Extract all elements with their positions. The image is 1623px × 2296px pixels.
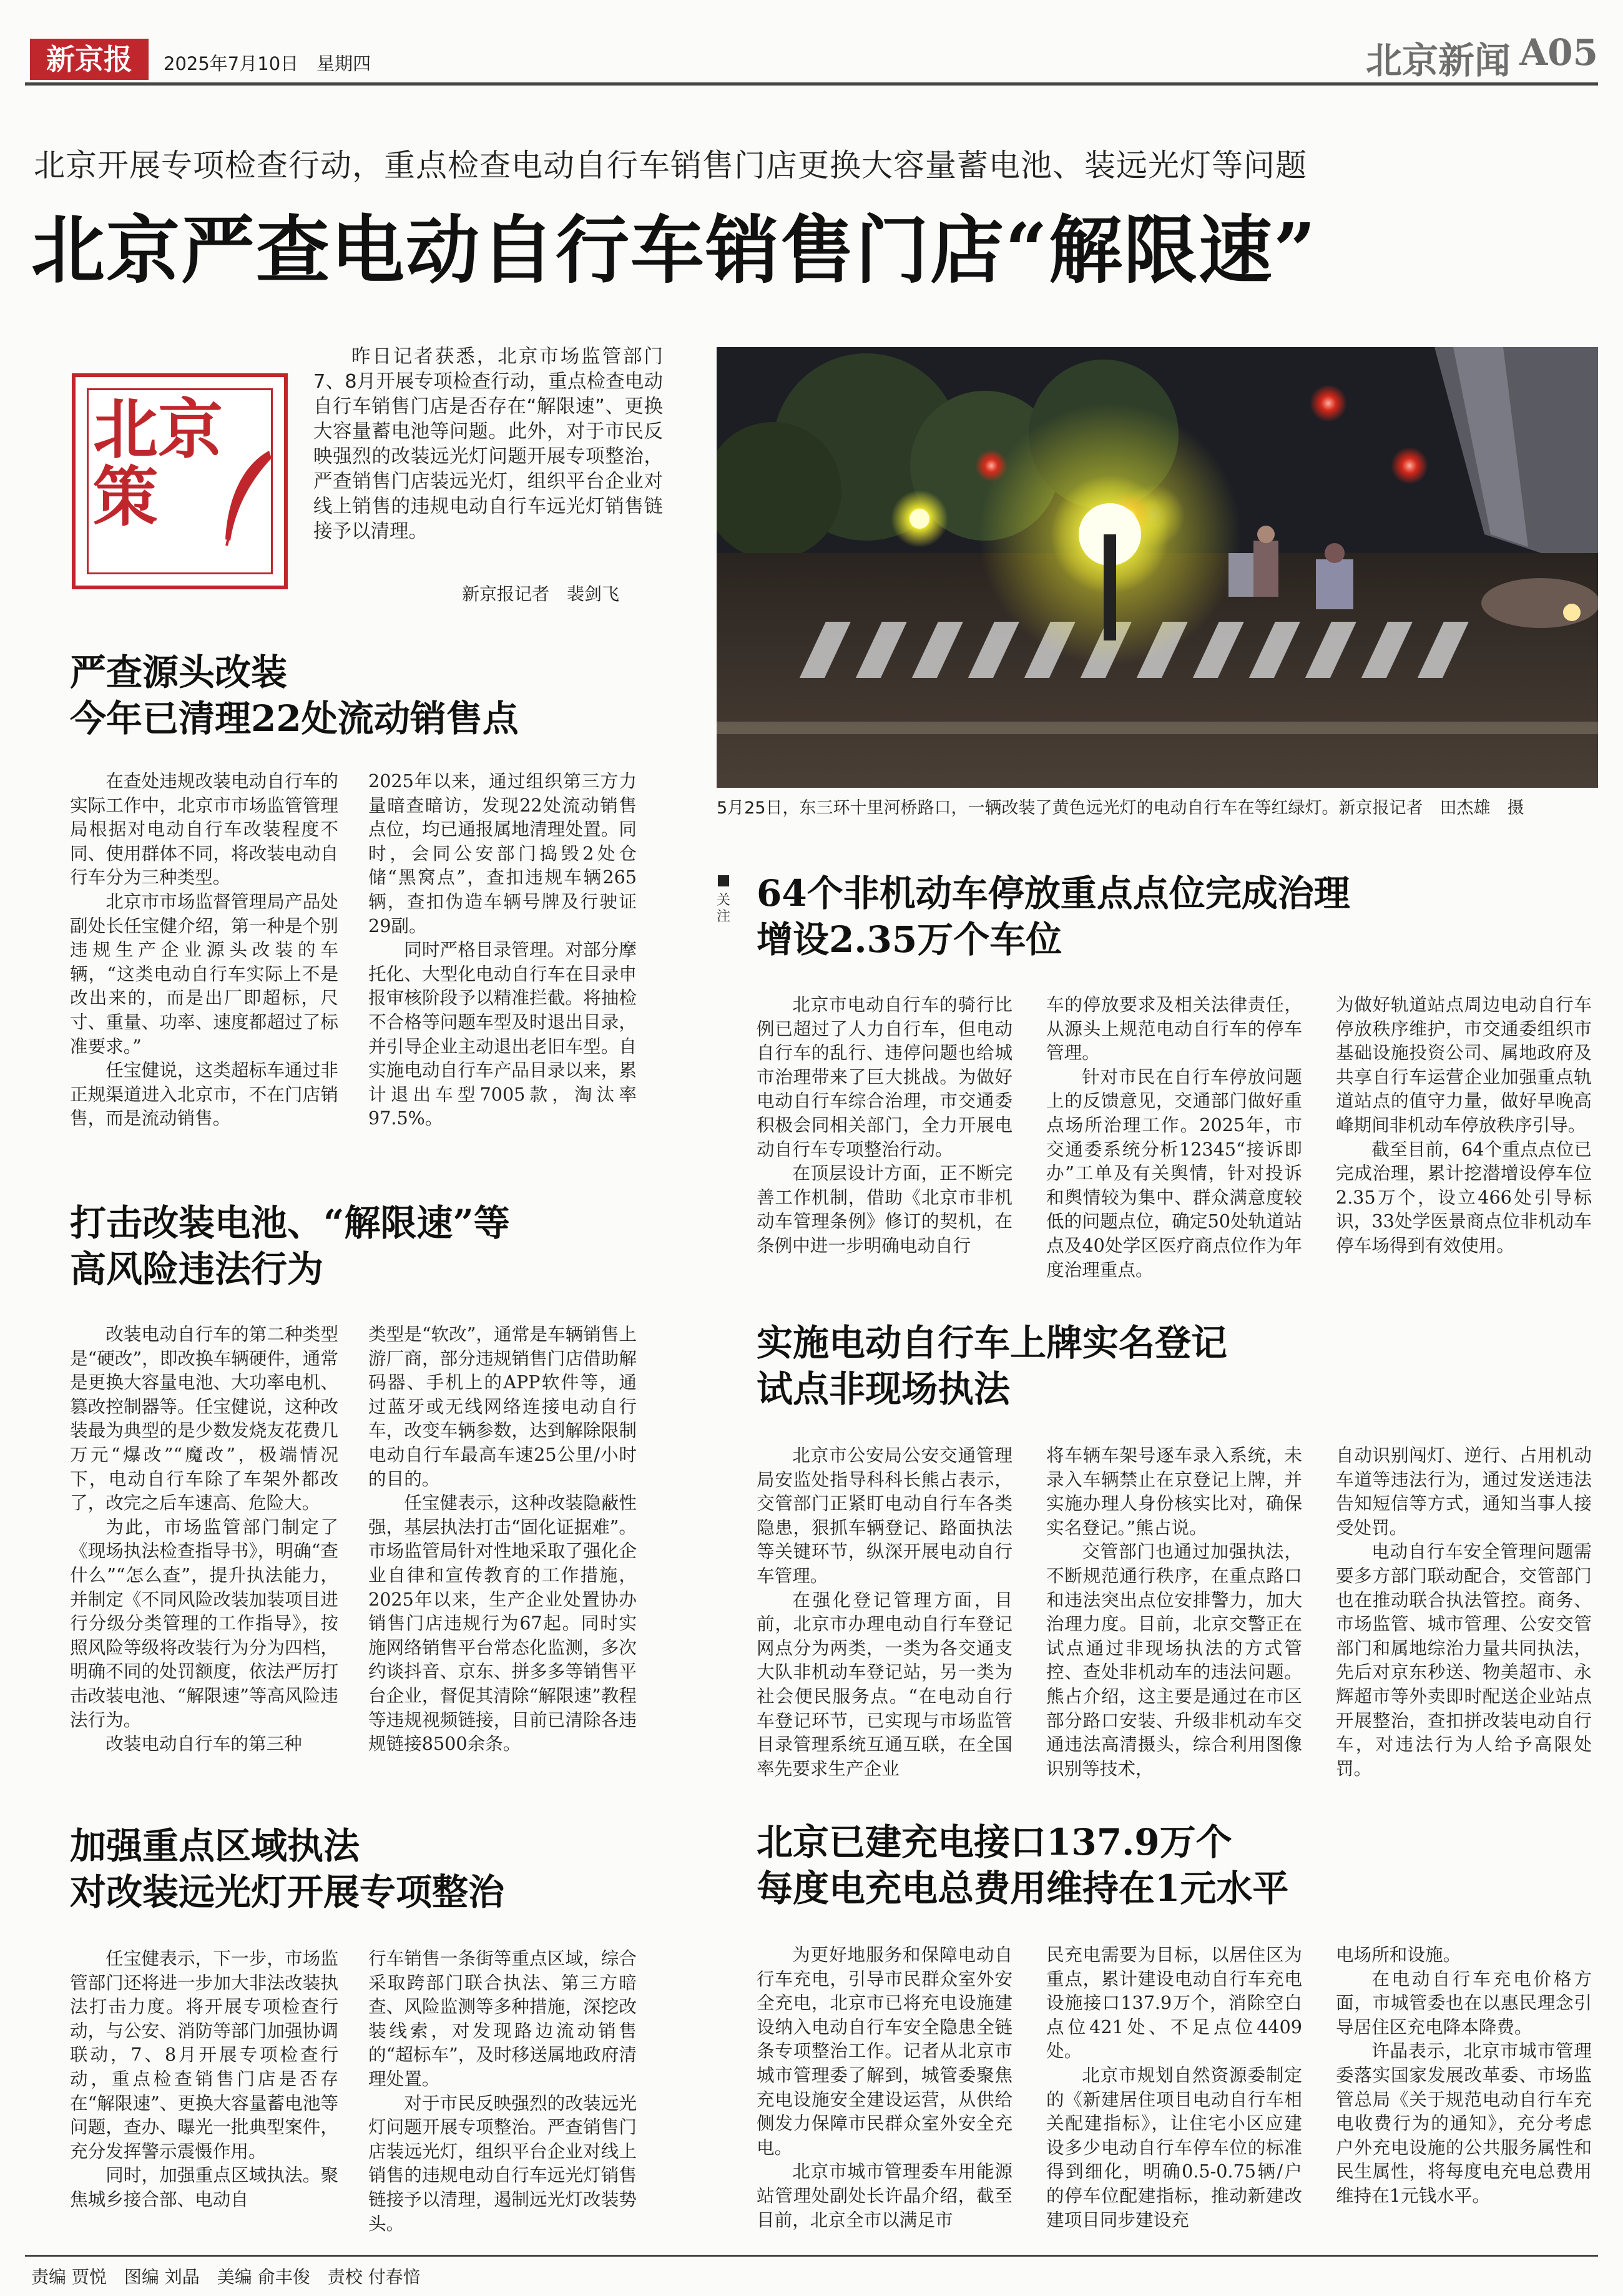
- section3-col1: [70, 1946, 338, 2212]
- lead-byline: 新京报记者 裴剑飞: [462, 584, 620, 604]
- paragraph: 行车销售一条街等重点区域，综合采取跨部门联合执法、第三方暗查、风险监测等多种措施，深挖改装线索，对发现路边流动销售的“超标车”，及时移送属地政府清理处置。: [368, 1948, 637, 2089]
- paper-logo: 新京报: [30, 39, 149, 80]
- paragraph: 类型是“软改”，通常是车辆销售上游厂商，部分违规销售门店借助解码器、手机上的APP软件等，通过蓝牙或无线网络连接电动自行车，改变车辆参数，达到解除限制电动自行车最高车速25公里/小时的目的。: [368, 1323, 637, 1489]
- paragraph: 对于市民反映强烈的改装远光灯问题开展专项整治。严查销售门店装远光灯，组织平台企业对线上销售的违规电动自行车远光灯销售链接予以清理，遏制远光灯改装势头。: [368, 2092, 637, 2234]
- section5-col1: [757, 1443, 1013, 1780]
- paragraph: 北京市市场监督管理局产品处副处长任宝健介绍，第一种是个别违规生产企业源头改装的车辆，“这类电动自行车实际上不是改出来的，而是出厂即超标，尺寸、重量、功率、速度都超过了标准要求。”: [70, 890, 338, 1057]
- paragraph: 在电动自行车充电价格方面，市城管委也在以惠民理念引导居住区充电降本降费。: [1336, 1968, 1592, 2038]
- footer-rule: [25, 2255, 1598, 2257]
- paragraph: 将车辆车架号逐车录入系统，未录入车辆禁止在京登记上牌，并实施办理人身份核实比对，确保实名登记。”熊占说。: [1046, 1445, 1302, 1538]
- section6-title-line1: 北京已建充电接口137.9万个: [757, 1821, 1232, 1863]
- paragraph: 在查处违规改装电动自行车的实际工作中，北京市市场监管管理局根据对电动自行车改装程度不同、使用群体不同，将改装电动自行车分为三种类型。: [70, 770, 338, 888]
- focus-col3: [1336, 993, 1592, 1258]
- paragraph: 北京市规划自然资源委制定的《新建居住项目电动自行车相关配建指标》，让住宅小区应建设多少电动自行车停车位的标准得到细化，明确0.5-0.75辆/户的停车位配建指标，推动新建改建项目同步建设充: [1046, 2064, 1302, 2230]
- paragraph: 北京市电动自行车的骑行比例已超过了人力自行车，但电动自行车的乱行、违停问题也给城市治理带来了巨大挑战。为做好电动自行车综合治理，市交通委积极会同相关部门，全力开展电动自行车专项整治行动。: [757, 994, 1013, 1160]
- paragraph: 在强化登记管理方面，目前，北京市办理电动自行车登记网点分为两类，一类为各交通支大队非机动车登记站，另一类为社会便民服务点。“在电动自行车登记环节，已实现与市场监管目录管理系统互通互联，在全国率先要求生产企业: [757, 1589, 1013, 1779]
- section5-col3: [1336, 1443, 1592, 1780]
- lead-paragraph: 昨日记者获悉，北京市场监管部门7、8月开展专项检查行动，重点检查电动自行车销售门店是否存在“解限速”、更换大容量蓄电池等问题。此外，对于市民反映强烈的改装远光灯问题开展专项整治，严查销售门店装远光灯，组织平台企业对线上销售的违规电动自行车远光灯销售链接予以清理。: [313, 346, 663, 542]
- headline-subhead: 北京开展专项检查行动，重点检查电动自行车销售门店更换大容量蓄电池、装远光灯等问题: [34, 147, 1307, 184]
- headline-main: 北京严查电动自行车销售门店“解限速”: [31, 207, 1317, 293]
- section1-title-line1: 严查源头改装: [70, 651, 288, 694]
- focus-title-line2: 增设2.35万个车位: [757, 918, 1062, 961]
- section6-col2: [1046, 1943, 1302, 2232]
- paragraph: 许晶表示，北京市城市管理委落实国家发展改革委、市场监管总局《关于规范电动自行车充电收费行为的通知》，充分考虑户外充电设施的公共服务属性和民生属性，将每度电充电总费用维持在1元钱水平。: [1336, 2040, 1592, 2206]
- paragraph: 交管部门也通过加强执法，不断规范通行秩序，在重点路口和违法突出点位安排警力，加大治理力度。目前，北京交警正在试点通过非现场执法的方式管控、查处非机动车的违法问题。熊占介绍，这主要是通过在市区部分路口安装、升级非机动车交通违法高清摄头，综合利用图像识别等技术，: [1046, 1541, 1302, 1779]
- paragraph: 2025年以来，通过组织第三方力量暗查暗访，发现22处流动销售点位，均已通报属地清理处置。同时，会同公安部门捣毁2处仓储“黑窝点”，查扣违规车辆265辆，查扣伪造车辆号牌及行驶证29副。: [368, 770, 637, 936]
- paragraph: 电场所和设施。: [1336, 1944, 1461, 1965]
- paragraph: 改装电动自行车的第三种: [105, 1733, 302, 1755]
- feather-icon: [219, 446, 275, 552]
- section3-col2: [368, 1946, 637, 2235]
- paragraph: 为做好轨道站点周边电动自行车停放秩序维护，市交通委组织市基础设施投资公司、属地政府及共享自行车运营企业加强重点轨道站点的值守力量，做好早晚高峰期间非机动车停放秩序引导。: [1336, 994, 1592, 1136]
- column-stamp: [72, 373, 288, 589]
- paragraph: 截至目前，64个重点点位已完成治理，累计挖潜增设停车位2.35万个，设立466处引导标识，33处学医景商点位非机动车停车场得到有效使用。: [1336, 1138, 1592, 1256]
- page-number: A05: [1519, 31, 1598, 74]
- news-photo: [717, 347, 1598, 788]
- paragraph: 为更好地服务和保障电动自行车充电，引导市民群众室外安全充电，北京市已将充电设施建设纳入电动自行车安全隐患全链条专项整治工作。记者从北京市城市管理委了解到，城管委聚焦充电设施安全建设运营，从供给侧发力保障市民群众室外安全充电。: [757, 1944, 1013, 2158]
- paragraph: 电动自行车安全管理问题需要多方部门联动配合，交管部门也在推动联合执法管控。商务、市场监管、城市管理、公安交管部门和属地综治力量共同执法，先后对京东秒送、物美超市、永辉超市等外卖即时配送企业站点开展整治，查扣拼改装电动自行车，对违法行为人给予高限处罚。: [1336, 1541, 1592, 1779]
- section2-col2: [368, 1322, 637, 1756]
- section5-col2: [1046, 1443, 1302, 1780]
- section5-title-line2: 试点非现场执法: [757, 1368, 1011, 1410]
- paragraph: 民充电需要为目标，以居住区为重点，累计建设电动自行车充电设施接口137.9万个，消除空白点位421处、不足点位4409处。: [1046, 1944, 1302, 2062]
- section6-col1: [757, 1943, 1013, 2232]
- issue-date: 2025年7月10日 星期四: [164, 53, 371, 74]
- section1-col1: [70, 769, 338, 1131]
- focus-col1: [757, 993, 1013, 1258]
- focus-col2: [1046, 993, 1302, 1282]
- paragraph: 任宝健说，这类超标车通过非正规渠道进入北京市，不在门店销售，而是流动销售。: [70, 1059, 338, 1129]
- paragraph: 针对市民在自行车停放问题上的反馈意见，交通部门做好重点场所治理工作。2025年，市交通委系统分析12345“接诉即办”工单及有关舆情，针对投诉和舆情较为集中、群众满意度较低的问题点位，确定50处轨道站点及40处学区医疗商点位作为年度治理重点。: [1046, 1066, 1302, 1280]
- paragraph: 为此，市场监管部门制定了《现场执法检查指导书》，明确“查什么”“怎么查”，提升执法能力，并制定《不同风险改装加装项目进行分级分类管理的工作指导》，按照风险等级将改装行为分为四档，明确不同的处罚额度，依法严厉打击改装电池、“解限速”等高风险违法行为。: [70, 1516, 338, 1730]
- editor-credits: 责编 贾悦 图编 刘晶 美编 俞丰俊 责校 付春愔: [31, 2267, 421, 2287]
- paragraph: 自动识别闯灯、逆行、占用机动车道等违法行为，通过发送违法告知短信等方式，通知当事人接受处罚。: [1336, 1445, 1592, 1538]
- section3-title-line1: 加强重点区域执法: [70, 1825, 360, 1867]
- section2-title-line1: 打击改装电池、“解限速”等: [70, 1202, 510, 1244]
- paragraph: 在顶层设计方面，正不断完善工作机制，借助《北京市非机动车管理条例》修订的契机，在条例中进一步明确电动自行: [757, 1162, 1013, 1256]
- paragraph: 北京市公安局公安交通管理局安监处指导科科长熊占表示，交管部门正紧盯电动自行车各类隐患，狠抓车辆登记、路面执法等关键环节，纵深开展电动自行车管理。: [757, 1445, 1013, 1586]
- section1-col2: [368, 769, 637, 1131]
- masthead-rule: [25, 82, 1598, 86]
- paragraph: 改装电动自行车的第二种类型是“硬改”，即改换车辆硬件，通常是更换大容量电池、大功率电机、篡改控制器等。任宝健说，这种改装最为典型的是少数发烧友花费几万元“爆改”“魔改”，极端情况下，电动自行车除了车架外都改了，改完之后车速高、危险大。: [70, 1323, 338, 1514]
- section2-col1: [70, 1322, 338, 1756]
- section-name: 北京新闻: [1365, 39, 1511, 82]
- stamp-text: 北京策: [93, 391, 223, 535]
- focus-tag: 关注: [717, 893, 731, 925]
- photo-caption: 5月25日，东三环十里河桥路口，一辆改装了黄色远光灯的电动自行车在等红绿灯。新京报记者 田杰雄 摄: [717, 798, 1524, 818]
- section5-title-line1: 实施电动自行车上牌实名登记: [757, 1322, 1228, 1364]
- section6-title-line2: 每度电充电总费用维持在1元水平: [757, 1867, 1289, 1910]
- section6-col3: [1336, 1943, 1592, 2208]
- section3-title-line2: 对改装远光灯开展专项整治: [70, 1871, 505, 1913]
- paragraph: 车的停放要求及相关法律责任，从源头上规范电动自行车的停车管理。: [1046, 994, 1302, 1064]
- paragraph: 任宝健表示，下一步，市场监管部门还将进一步加大非法改装执法打击力度。将开展专项检查行动，与公安、消防等部门加强协调联动，7、8月开展专项检查行动，重点检查销售门店是否存在“解限速”、更换大容量蓄电池等问题，查办、曝光一批典型案件，充分发挥警示震慑作用。: [70, 1948, 338, 2162]
- paragraph: 任宝健表示，这种改装隐蔽性强，基层执法打击“固化证据难”。市场监管局针对性地采取了强化企业自律和宣传教育的工作措施，2025年以来，生产企业处置协办销售门店违规行为67起。同时实施网络销售平台常态化监测，多次约谈抖音、京东、拼多多等销售平台企业，督促其清除“解限速”教程等违规视频链接，目前已清除各违规链接8500余条。: [368, 1492, 637, 1755]
- paragraph: 北京市城市管理委车用能源站管理处副处长许晶介绍，截至目前，北京全市以满足市: [757, 2161, 1013, 2230]
- paragraph: 同时严格目录管理。对部分摩托化、大型化电动自行车在目录申报审核阶段予以精准拦截。将抽检不合格等问题车型及时退出目录，并引导企业主动退出老旧车型。自实施电动自行车产品目录以来，累计退出车型7005款，淘汰率97.5%。: [368, 939, 637, 1129]
- focus-title-line1: 64个非机动车停放重点点位完成治理: [757, 872, 1350, 915]
- focus-marker-icon: [718, 875, 729, 886]
- section1-title-line2: 今年已清理22处流动销售点: [70, 697, 519, 740]
- paragraph: 同时，加强重点区域执法。聚焦城乡接合部、电动自: [70, 2164, 338, 2210]
- section2-title-line2: 高风险违法行为: [70, 1248, 324, 1290]
